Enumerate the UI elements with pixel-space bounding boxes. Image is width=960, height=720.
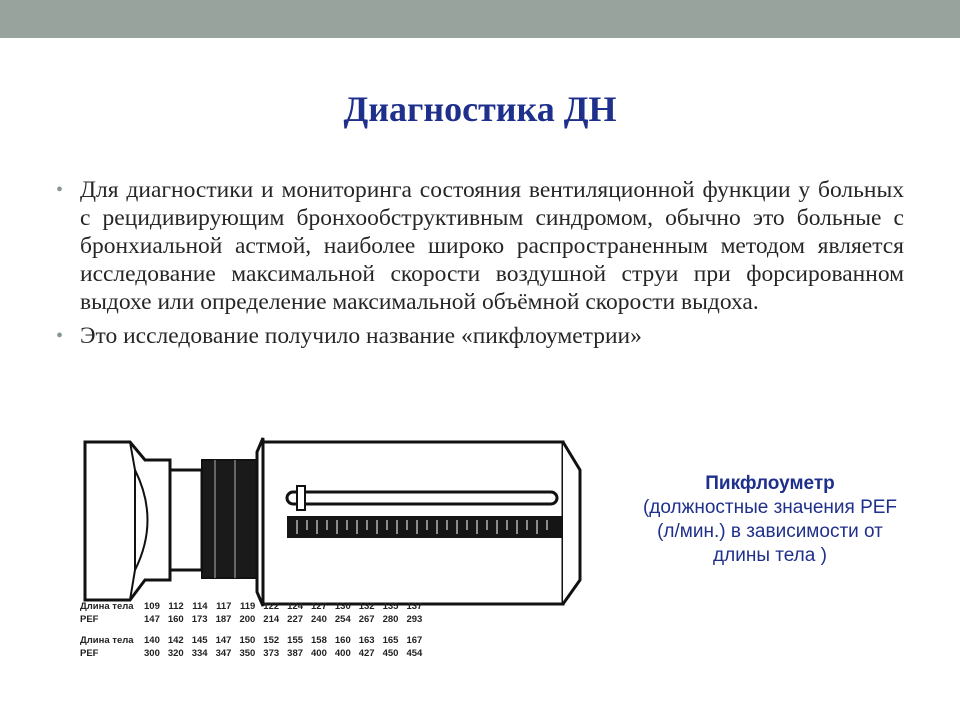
table-cell: 140 <box>144 635 160 646</box>
table-cell: 293 <box>406 614 423 625</box>
table-cell: 427 <box>358 648 375 659</box>
table-cell: 152 <box>263 635 280 646</box>
table-row <box>80 613 426 626</box>
row-label: PEF <box>80 648 99 659</box>
gap-cell <box>80 626 426 634</box>
table-cell: 137 <box>406 601 423 612</box>
table-cell: 320 <box>167 648 184 659</box>
table-cell: 254 <box>334 614 351 625</box>
table-cell: 145 <box>191 635 208 646</box>
table-cell: 267 <box>358 614 375 625</box>
peak-flow-meter-illustration <box>75 430 595 615</box>
table-cell: 155 <box>287 635 304 646</box>
table-cell: 347 <box>215 648 232 659</box>
table-cell: 450 <box>382 648 399 659</box>
table-cell: 280 <box>382 614 399 625</box>
table-cell: 117 <box>216 601 232 612</box>
table-cell: 147 <box>144 614 160 625</box>
table-cell: 173 <box>191 614 208 625</box>
table-cell: 142 <box>167 635 184 646</box>
bullet-dot-icon: • <box>56 179 64 201</box>
device-caption <box>630 472 910 568</box>
row-label: PEF <box>80 614 99 625</box>
table-cell: 167 <box>406 635 423 646</box>
table-cell: 150 <box>239 635 256 646</box>
table-cell: 135 <box>382 601 399 612</box>
table-cell: 132 <box>358 601 375 612</box>
table-cell: 163 <box>358 635 375 646</box>
table-cell: 127 <box>311 601 327 612</box>
table-cell: 112 <box>168 601 184 612</box>
table-cell: 187 <box>215 614 232 625</box>
table-cell: 130 <box>334 601 351 612</box>
table-cell: 373 <box>263 648 280 659</box>
table-cell: 387 <box>287 648 304 659</box>
table-cell: 124 <box>287 601 304 612</box>
table-cell: 160 <box>334 635 351 646</box>
bullet-text: Это исследование получило название «пикфлоуметрии» <box>80 323 642 349</box>
table-cell: 165 <box>382 635 399 646</box>
top-bar <box>0 0 960 38</box>
table-cell: 114 <box>192 601 208 612</box>
peak-flow-meter-icon <box>75 430 595 615</box>
table-cell: 240 <box>311 614 327 625</box>
table-cell: 214 <box>263 614 280 625</box>
bullet-item <box>56 322 904 350</box>
table-cell: 119 <box>239 601 256 612</box>
table-cell: 454 <box>406 648 423 659</box>
table-cell: 158 <box>311 635 327 646</box>
table-row <box>80 647 426 660</box>
slide-title: Диагностика ДН <box>343 89 617 129</box>
table-row <box>80 634 426 647</box>
table-cell: 300 <box>144 648 160 659</box>
table-row <box>80 600 426 613</box>
table-cell: 122 <box>263 601 280 612</box>
table-cell: 160 <box>167 614 184 625</box>
table-cell: 400 <box>334 648 351 659</box>
table-cell: 147 <box>215 635 232 646</box>
bullet-list <box>56 176 904 350</box>
bullet-item <box>56 176 904 316</box>
caption-body: (должностные значения PEF (л/мин.) в зависимости от длины тела ) <box>642 497 898 566</box>
caption-title: Пикфлоуметр <box>705 473 835 494</box>
table-gap <box>80 626 426 634</box>
table-cell: 334 <box>191 648 208 659</box>
table-cell: 227 <box>287 614 304 625</box>
table-cell: 350 <box>239 648 256 659</box>
table-cell: 400 <box>311 648 327 659</box>
row-label: Длина тела <box>80 601 134 612</box>
table-cell: 109 <box>144 601 160 612</box>
table-cell: 200 <box>239 614 256 625</box>
bullet-text: Для диагностики и мониторинга состояния вентиляционной функции у больных с рецидивирующим бронхообструктивным синдромом, обычно это больные с бронхиальной астмой, наиболее широко распространенным методом является исследование максимальной скорости воздушной струи при форсированном выдохе или определение максимальной объёмной скорости выдоха. <box>80 177 904 315</box>
bullet-dot-icon: • <box>56 325 64 347</box>
pef-table <box>80 600 426 660</box>
row-label: Длина тела <box>80 635 134 646</box>
